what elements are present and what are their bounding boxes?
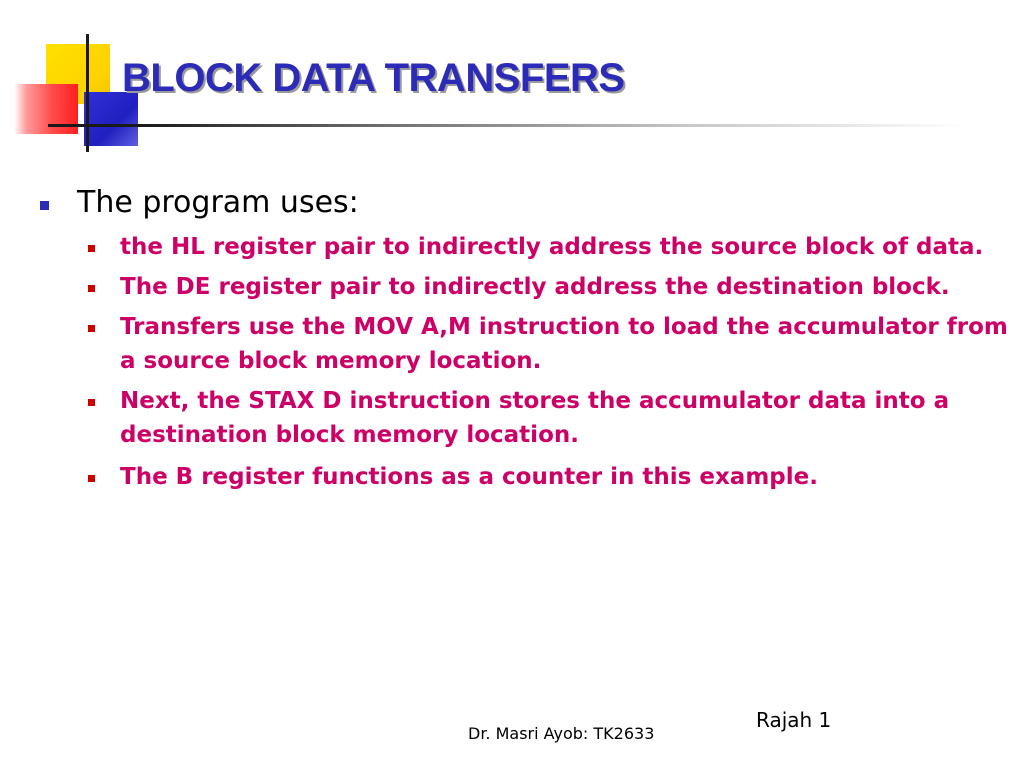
slide-title: BLOCK DATA TRANSFERS	[122, 56, 625, 100]
slide-body	[40, 180, 1010, 500]
sub-bullet-item	[88, 384, 1010, 452]
sub-bullet-item	[88, 460, 1010, 494]
sub-bullet-list	[88, 230, 1010, 494]
sub-bullet-item	[88, 270, 1010, 304]
square-bullet-icon	[88, 399, 95, 406]
bullet-text: The program uses:	[77, 185, 359, 220]
square-bullet-icon	[88, 475, 95, 482]
sub-bullet-text: the HL register pair to indirectly address the source block of data.	[120, 234, 984, 260]
logo-vertical-line	[86, 34, 89, 152]
sub-bullet-text: The DE register pair to indirectly address the destination block.	[120, 274, 950, 300]
sub-bullet-item	[88, 230, 1010, 264]
footer-author: Dr. Masri Ayob: TK2633	[468, 724, 655, 743]
sub-bullet-text: The B register functions as a counter in this example.	[120, 464, 818, 490]
square-bullet-icon	[88, 285, 95, 292]
sub-bullet-text: Transfers use the MOV A,M instruction to load the accumulator from a source block memory location.	[120, 314, 1008, 374]
title-underline	[48, 124, 968, 127]
square-bullet-icon	[88, 245, 95, 252]
sub-bullet-item	[88, 310, 1010, 378]
square-bullet-icon	[88, 325, 95, 332]
sub-bullet-text: Next, the STAX D instruction stores the accumulator data into a destination block memory location.	[120, 388, 950, 448]
bullet-item	[40, 180, 1010, 226]
footer-figure-label: Rajah 1	[756, 708, 832, 732]
square-bullet-icon	[40, 201, 49, 210]
